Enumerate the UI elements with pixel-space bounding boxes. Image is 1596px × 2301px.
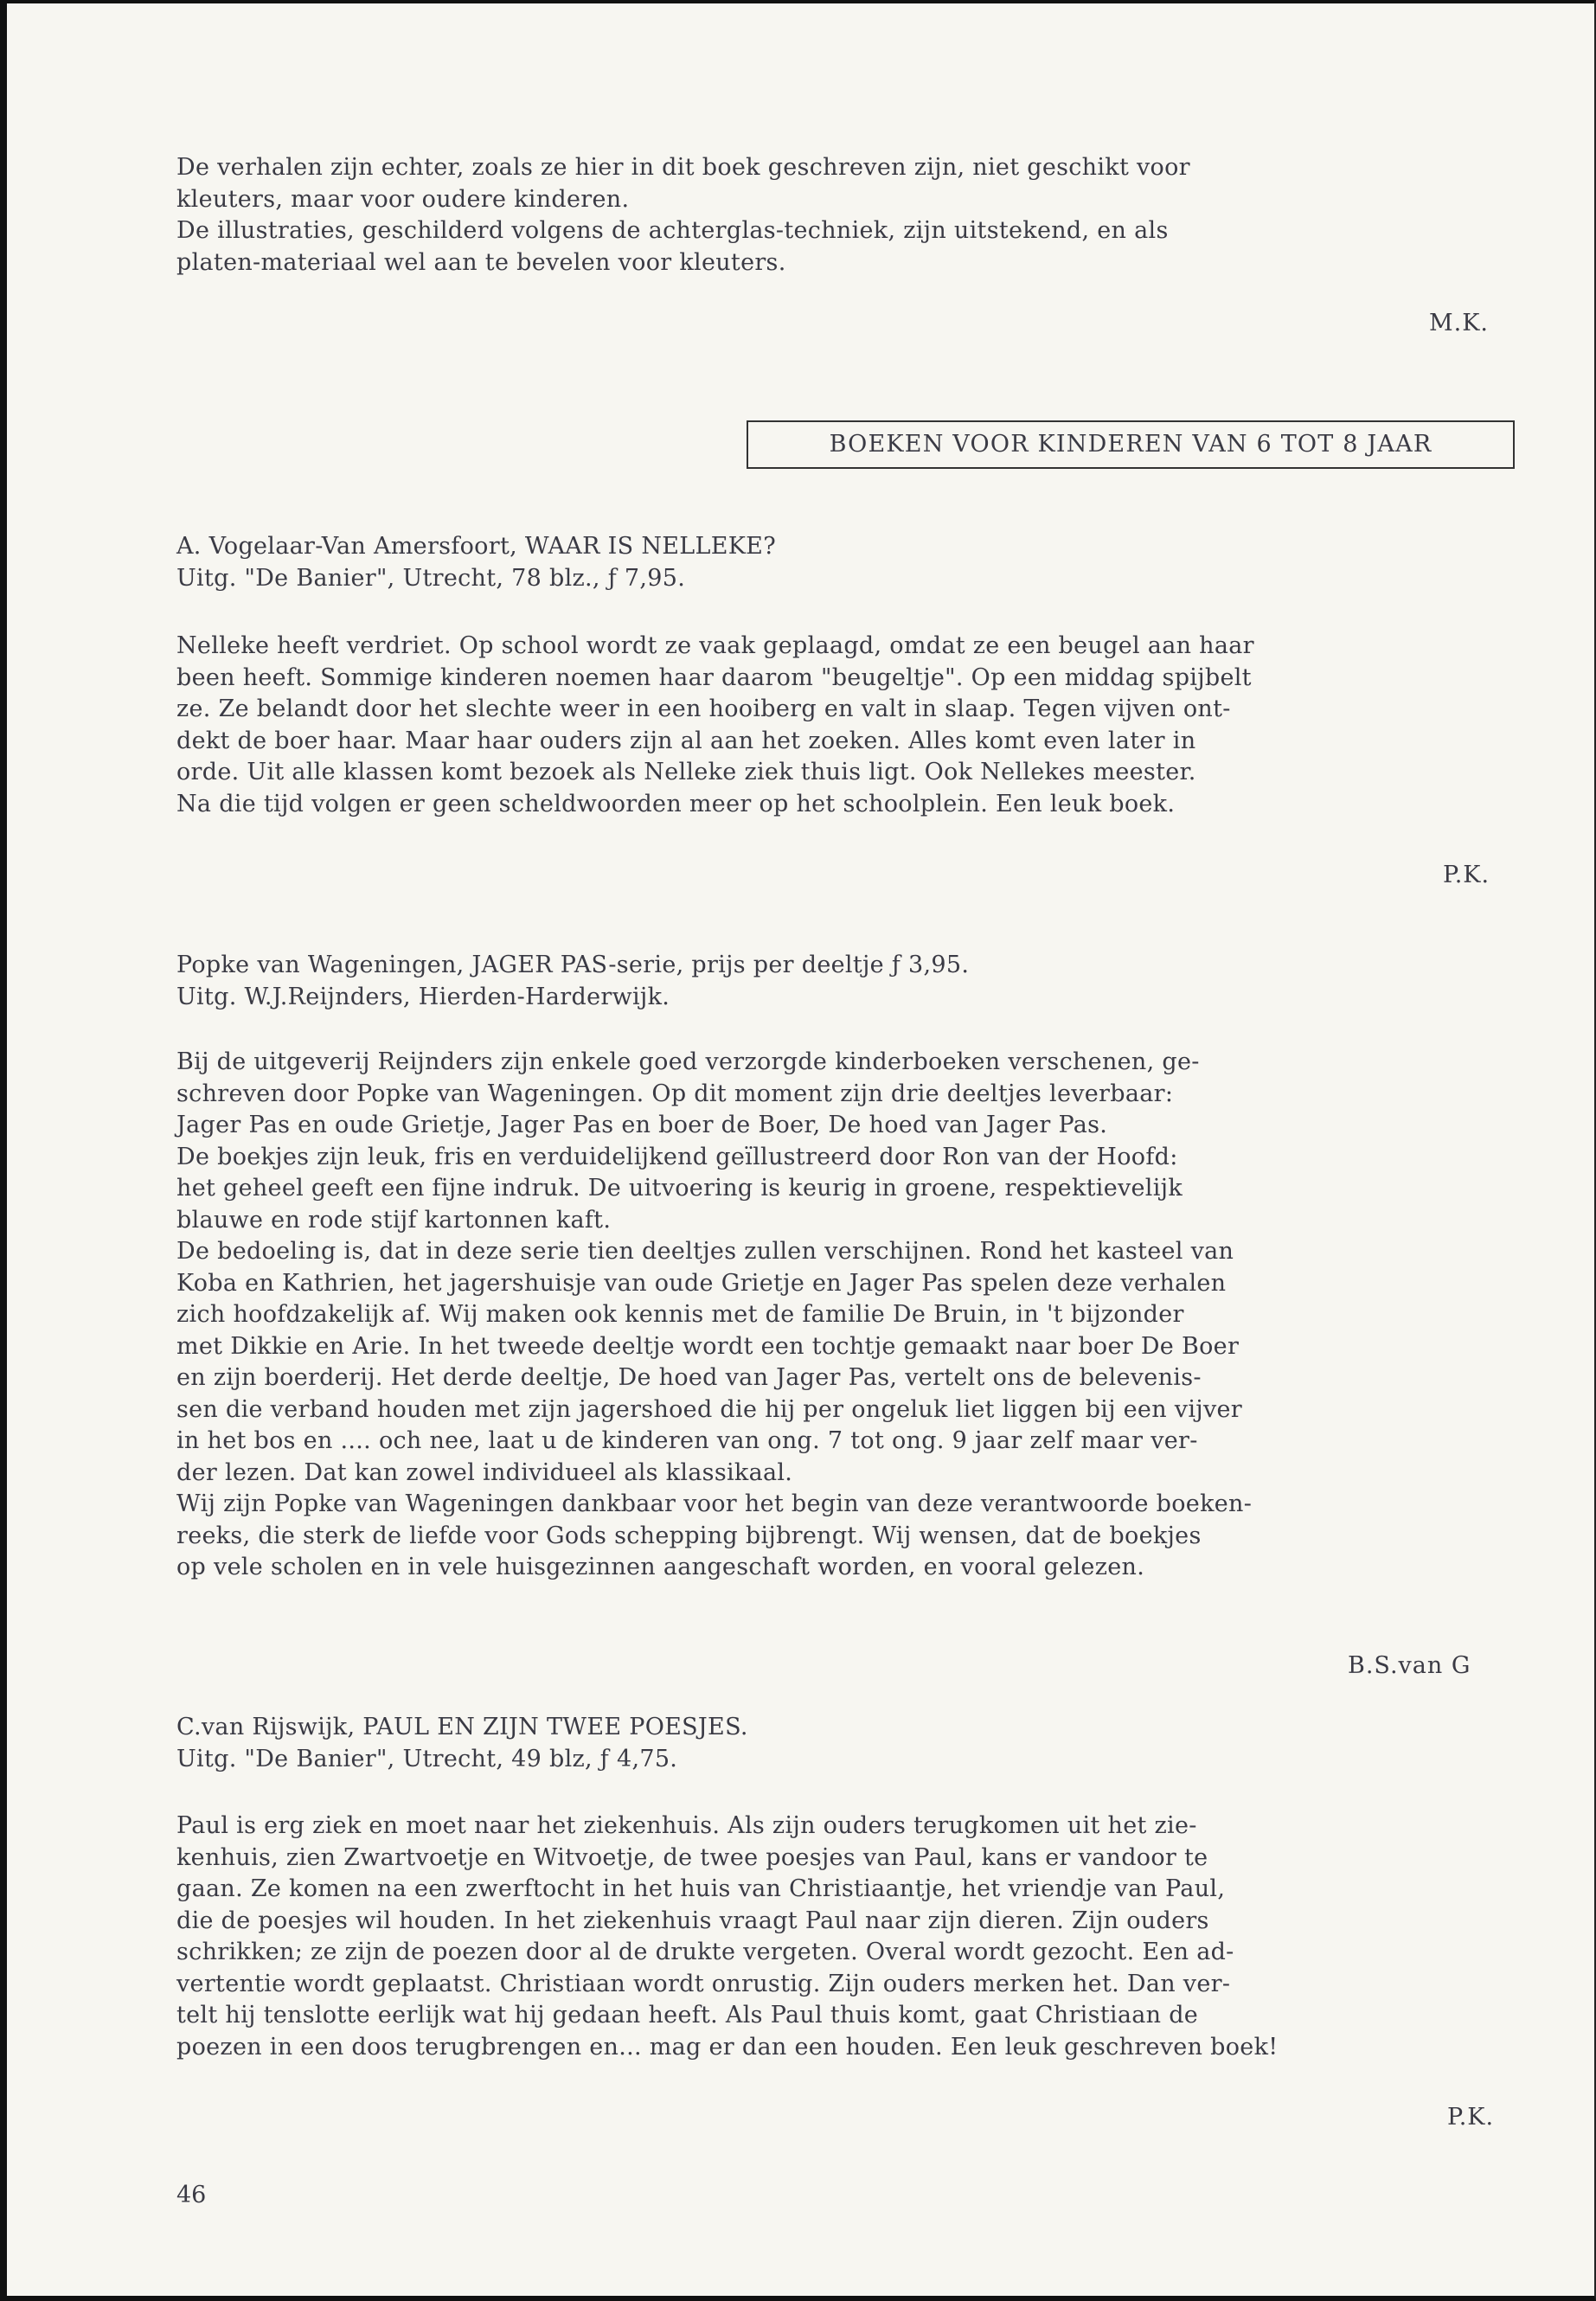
book-title-line: Popke van Wageningen, JAGER PAS-serie, prijs per deeltje ƒ 3,95. (176, 952, 970, 978)
text-line: Bij de uitgeverij Reijnders zijn enkele goed verzorgde kinderboeken verschenen, ge- (176, 1048, 1200, 1075)
text-line: De boekjes zijn leuk, fris en verduidelijkend geïllustreerd door Ron van der Hoofd: (176, 1143, 1178, 1170)
text-line: vertentie wordt geplaatst. Christiaan wordt onrustig. Zijn ouders merken het. Dan ver- (176, 1970, 1231, 1997)
text-line: reeks, die sterk de liefde voor Gods schepping bijbrengt. Wij wensen, dat de boekjes (176, 1522, 1202, 1549)
text-line: schreven door Popke van Wageningen. Op dit moment zijn drie deeltjes leverbaar: (176, 1080, 1174, 1107)
reviewer-signature: P.K. (1443, 862, 1490, 888)
text-line: schrikken; ze zijn de poezen door al de drukte vergeten. Overal wordt gezocht. Een ad- (176, 1939, 1234, 1965)
text-line: kenhuis, zien Zwartvoetje en Witvoetje, de twee poesjes van Paul, kans er vandoor te (176, 1843, 1208, 1871)
text-line: Jager Pas en oude Grietje, Jager Pas en boer de Boer, De hoed van Jager Pas. (176, 1112, 1108, 1138)
text-line: het geheel geeft een fijne indruk. De uitvoering is keurig in groene, respektievelijk (176, 1175, 1183, 1202)
book-title-line: A. Vogelaar-Van Amersfoort, WAAR IS NELLEKE? (176, 533, 776, 560)
review-body (176, 1811, 1526, 2063)
text-line: platen-materiaal wel aan te bevelen voor kleuters. (176, 248, 786, 276)
review-title (176, 531, 1526, 594)
text-line: der lezen. Dat kan zowel individueel als klassikaal. (176, 1458, 793, 1486)
text-line: De bedoeling is, dat in deze serie tien deeltjes zullen verschijnen. Rond het kasteel van (176, 1238, 1234, 1265)
publisher-line: Uitg. W.J.Reijnders, Hierden-Harderwijk. (176, 983, 670, 1010)
text-line: en zijn boerderij. Het derde deeltje, De hoed van Jager Pas, vertelt ons de belevenis- (176, 1364, 1202, 1391)
text-line: met Dikkie en Arie. In het tweede deeltje wordt een tochtje gemaakt naar boer De Boer (176, 1332, 1240, 1360)
text-line: in het bos en .... och nee, laat u de kinderen van ong. 7 tot ong. 9 jaar zelf maar ver- (176, 1427, 1198, 1454)
text-line: Koba en Kathrien, het jagershuisje van oude Grietje en Jager Pas spelen deze verhalen (176, 1269, 1227, 1297)
reviewer-signature: M.K. (1429, 310, 1489, 336)
text-line: De illustraties, geschilderd volgens de achterglas-techniek, zijn uitstekend, en als (176, 217, 1169, 244)
text-line: Na die tijd volgen er geen scheldwoorden meer op het schoolplein. Een leuk boek. (176, 790, 1176, 817)
text-line: Wij zijn Popke van Wageningen dankbaar voor het begin van deze verantwoorde boeken- (176, 1490, 1253, 1517)
review-title (176, 1712, 1526, 1775)
text-line: op vele scholen en in vele huisgezinnen aangeschaft worden, en vooral gelezen. (176, 1554, 1145, 1580)
text-line: dekt de boer haar. Maar haar ouders zijn al aan het zoeken. Alles komt even later in (176, 727, 1196, 754)
review-body (176, 1047, 1526, 1584)
reviewer-signature: P.K. (1447, 2104, 1495, 2131)
text-line: Paul is erg ziek en moet naar het ziekenhuis. Als zijn ouders terugkomen uit het zie- (176, 1812, 1197, 1839)
text-line: De verhalen zijn echter, zoals ze hier in dit boek geschreven zijn, niet geschikt voor (176, 154, 1190, 181)
review-body (176, 631, 1526, 820)
publisher-line: Uitg. "De Banier", Utrecht, 78 blz., ƒ 7,95. (176, 564, 686, 592)
text-line: die de poesjes wil houden. In het ziekenhuis vraagt Paul naar zijn dieren. Zijn ouders (176, 1907, 1209, 1934)
book-title-line: C.van Rijswijk, PAUL EN ZIJN TWEE POESJES. (176, 1714, 748, 1740)
publisher-line: Uitg. "De Banier", Utrecht, 49 blz, ƒ 4,75. (176, 1745, 678, 1772)
text-line: kleuters, maar voor oudere kinderen. (176, 185, 630, 213)
text-line: Nelleke heeft verdriet. Op school wordt ze vaak geplaagd, omdat ze een beugel aan haar (176, 632, 1254, 659)
review-title (176, 950, 1526, 1013)
text-line: orde. Uit alle klassen komt bezoek als Nelleke ziek thuis ligt. Ook Nellekes meester. (176, 759, 1196, 785)
text-line: gaan. Ze komen na een zwerftocht in het huis van Christiaantje, het vriendje van Paul, (176, 1875, 1226, 1902)
section-header: BOEKEN VOOR KINDEREN VAN 6 TOT 8 JAAR (747, 420, 1515, 469)
text-line: blauwe en rode stijf kartonnen kaft. (176, 1206, 612, 1234)
intro-paragraph (176, 152, 1526, 279)
text-line: zich hoofdzakelijk af. Wij maken ook kennis met de familie De Bruin, in 't bijzonder (176, 1301, 1184, 1328)
text-line: ze. Ze belandt door het slechte weer in een hooiberg en valt in slaap. Tegen vijven ont- (176, 695, 1231, 722)
page-number: 46 (176, 2182, 207, 2208)
text-line: telt hij tenslotte eerlijk wat hij gedaan heeft. Als Paul thuis komt, gaat Christiaan de (176, 2002, 1199, 2029)
text-line: been heeft. Sommige kinderen noemen haar daarom "beugeltje". Op een middag spijbelt (176, 663, 1252, 691)
reviewer-signature: B.S.van G (1348, 1652, 1471, 1679)
text-line: sen die verband houden met zijn jagershoed die hij per ongeluk liet liggen bij een vijver (176, 1395, 1242, 1423)
text-line: poezen in een doos terugbrengen en... mag er dan een houden. Een leuk geschreven boek! (176, 2033, 1279, 2061)
